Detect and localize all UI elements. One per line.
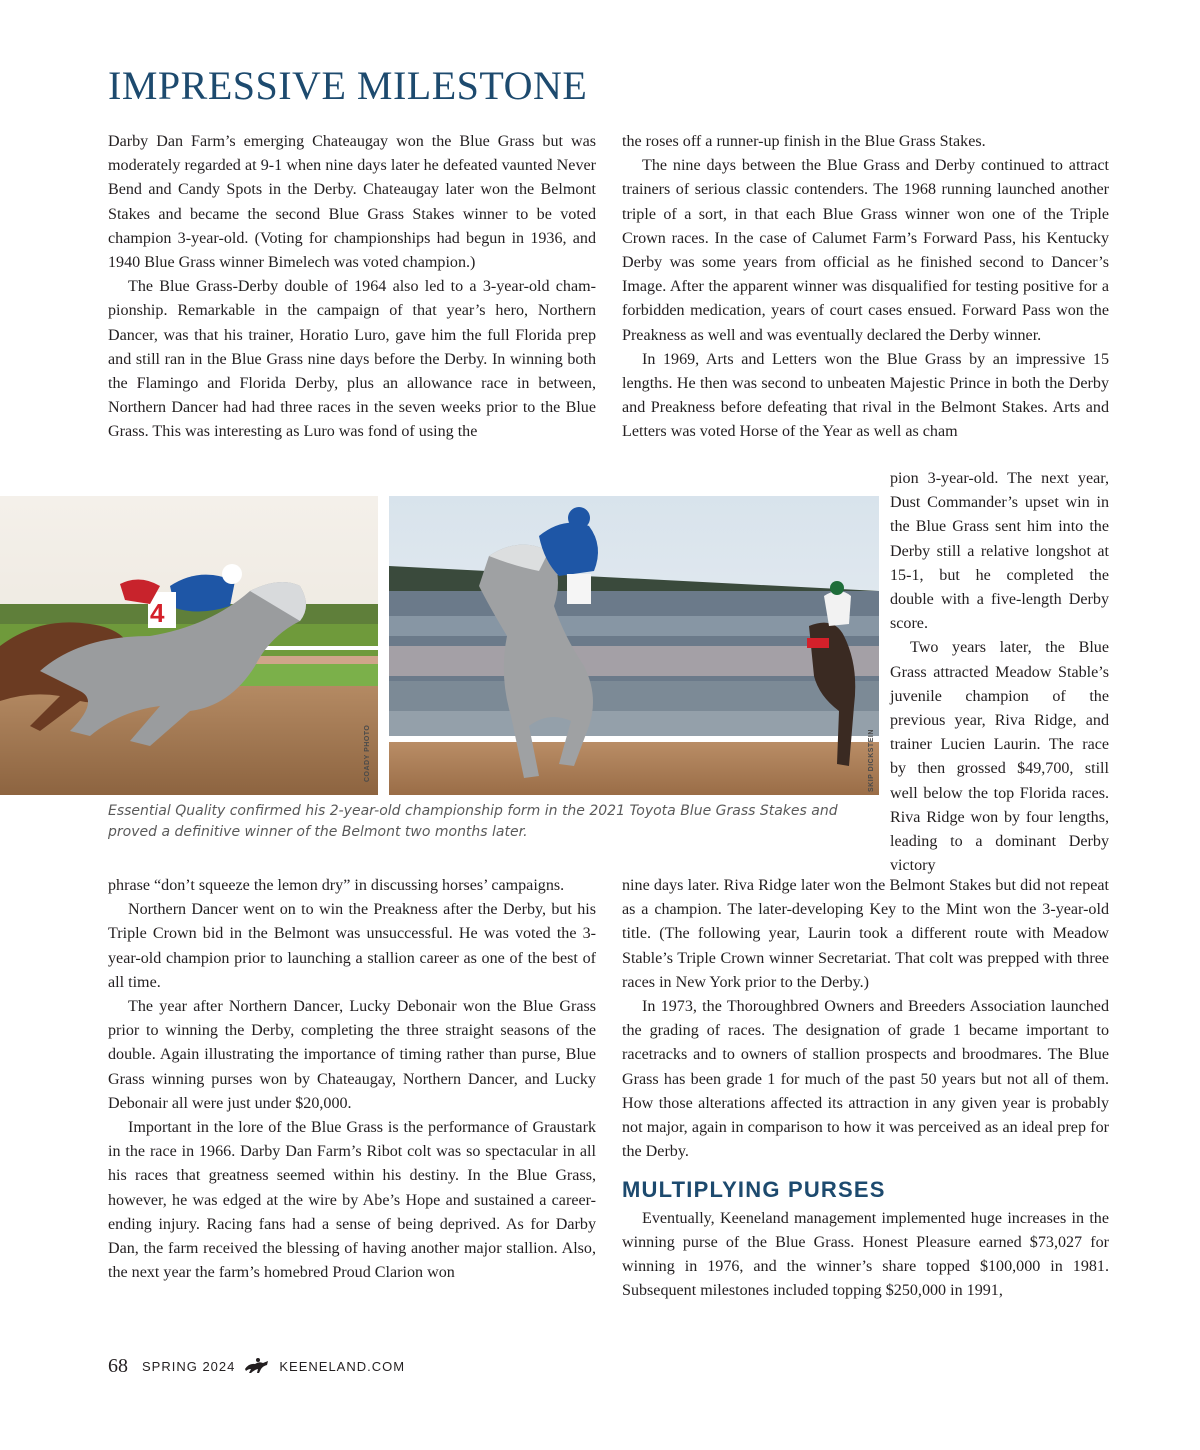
paragraph: Darby Dan Farm’s emerging Chateaugay won the Blue Grass but was moderately regarded at 9-1 when nine days later he defeated vaunted Never Bend and Candy Spots in the Derby. Chateaugay later won the Belmont Stakes and became the second Blue Grass Stakes winner to be voted champion 3-year-old. (Voting for championships had begun in 1936, and 1940 Blue Grass winner Bimelech was voted champion.) (108, 133, 596, 272)
issue-label: SPRING 2024 (142, 1358, 236, 1374)
photo-caption: Essential Quality confirmed his 2-year-old championship form in the 2021 Toyota Blue Grass Stakes and proved a definitive winner of the Belmont two months later. (108, 803, 838, 840)
race-photo-belmont (389, 496, 879, 795)
race-photo-belmont-image (389, 496, 879, 795)
section-subheading: MULTIPLYING PURSES (622, 1177, 886, 1203)
paragraph: Important in the lore of the Blue Grass is the performance of Graustark in the race in 1966. Darby Dan Farm’s Ribot colt was so spectacular in all his races that greatness seemed within his destiny. In the Blue Grass, however, he was edged at the wire by Abe’s Hope and sustained a career-ending injury. Racing fans had a sense of being deprived. As for Darby Dan, the farm received the blessing of having another major stallion. Also, the next year the farm’s homebred Proud Clarion won (108, 1119, 596, 1282)
paragraph: In 1969, Arts and Letters won the Blue Grass by an impressive 15 lengths. He then was second to unbeaten Majestic Prince in both the Derby and Preakness before defeating that rival in the Belmont Stakes. Arts and Letters was voted Horse of the Year as well as cham (622, 350, 1109, 441)
paragraph: Northern Dancer went on to win the Preakness after the Derby, but his Triple Crown bid in the Belmont was unsuccessful. He was voted the 3-year-old champion prior to launching a stallion career as one of the best of all time. (108, 901, 596, 991)
paragraph: Two years later, the Blue Grass attracted Meadow Stable’s juvenile champion of the previous year, Riva Ridge, and trainer Lucien Laurin. The race by then grossed $49,700, still well below the top Florida races. Riva Ridge won by four lengths, leading to a dominant Derby victory (890, 639, 1109, 875)
race-photo-blue-grass-image (0, 496, 378, 795)
page-footer (108, 1354, 405, 1378)
photo-credit-left: COADY PHOTO (364, 724, 371, 782)
column-right-wrap (890, 467, 1109, 878)
column-right-bottom (622, 874, 1109, 1303)
article-heading: IMPRESSIVE MILESTONE (108, 63, 588, 108)
column-left-bottom (108, 874, 596, 1285)
website-label: KEENELAND.COM (279, 1358, 406, 1374)
photo-credit-right: SKIP DICKSTEIN (868, 729, 875, 792)
paragraph: The nine days between the Blue Grass and Derby continued to attract trainers of serious classic contenders. The 1968 running launched another triple of a sort, in that each Blue Grass winner won one of the Triple Crown races. In the case of Calumet Farm’s Forward Pass, his Kentucky Derby was some years from official as he finished second to Dancer’s Image. After the apparent winner was disqualified for testing positive for a forbidden medication, years of court cases ensued. Forward Pass won the Preakness as well and was eventually declared the Derby winner. (622, 157, 1109, 344)
horse-and-jockey-icon (243, 1357, 271, 1375)
race-photo-blue-grass (0, 496, 378, 795)
paragraph: The Blue Grass-Derby double of 1964 also led to a 3-year-old championship. Remarkable in the campaign of that year’s hero, Northern Dancer, was that his trainer, Horatio Luro, gave him the full Florida prep and still ran in the Blue Grass nine days before the Derby. In winning both the Flamingo and Florida Derby, plus an allowance race in between, Northern Dancer had had three races in the seven weeks prior to the Blue Grass. This was interesting as Luro was fond of using the (108, 278, 596, 441)
paragraph: The year after Northern Dancer, Lucky Debonair won the Blue Grass prior to winning the Derby, completing the three straight seasons of the double. Again illustrating the importance of timing rather than purse, Blue Grass winning purses won by Chateaugay, Northern Dancer, and Lucky Debonair all were just under $20,000. (108, 998, 596, 1112)
column-left-top (108, 130, 596, 445)
paragraph: Eventually, Keeneland management implemented huge increases in the winning purse of the Blue Grass. Honest Pleasure earned $73,027 for winning in 1976, and the winner’s share topped $100,000 in 1981. Subsequent milestones included topping $250,000 in 1991, (622, 1209, 1109, 1300)
paragraph: the roses off a runner-up finish in the Blue Grass Stakes. (622, 133, 986, 150)
paragraph: nine days later. Riva Ridge later won the Belmont Stakes but did not repeat as a champion. The later-developing Key to the Mint won the 3-year-old title. (The following year, Laurin took a different route with Meadow Stable’s Triple Crown winner Secretariat. That colt was prepped with three races in New York prior to the Derby.) (622, 877, 1109, 991)
column-right-top (622, 130, 1109, 445)
saddle-cloth-number: 4 (150, 598, 165, 628)
paragraph: pion 3-year-old. The next year, Dust Commander’s upset win in the Blue Grass sent him into the Derby still a relative longshot at 15-1, but he completed the double with a five-length Derby score. (890, 470, 1109, 633)
paragraph: phrase “don’t squeeze the lemon dry” in discussing horses’ campaigns. (108, 877, 565, 894)
page-number: 68 (108, 1354, 128, 1377)
paragraph: In 1973, the Thoroughbred Owners and Breeders Association launched the grading of races. The designation of grade 1 became important to racetracks and to owners of stallion prospects and broodmares. The Blue Grass has been grade 1 for much of the past 50 years but not all of them. How those alterations affected its attraction in any given year is probably not major, again in comparison to how it was perceived as an ideal prep for the Derby. (622, 998, 1109, 1161)
